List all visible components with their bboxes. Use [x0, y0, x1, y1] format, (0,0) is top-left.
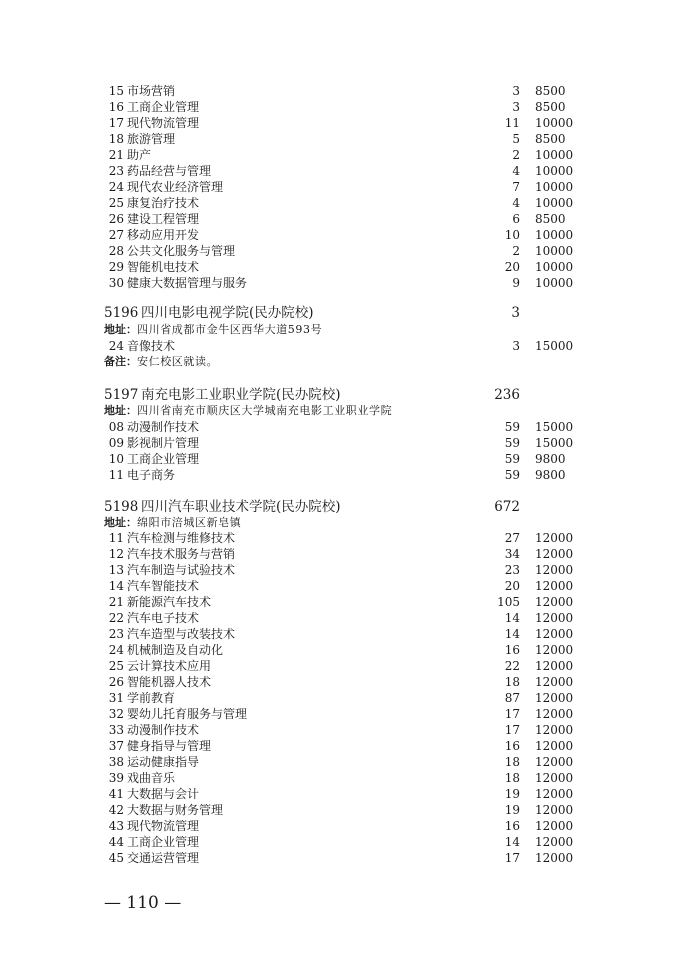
major-row — [0, 786, 680, 802]
major-name: 云计算技术应用 — [127, 659, 212, 673]
address-label: 地址： — [104, 323, 137, 336]
major-code: 25 — [108, 659, 124, 673]
major-code: 18 — [108, 132, 124, 146]
enrollment-count: 9 — [512, 276, 520, 290]
major-code: 21 — [108, 148, 124, 162]
major-code: 45 — [108, 851, 124, 865]
major-row — [0, 115, 680, 131]
school-header-5198 — [0, 498, 680, 516]
school-header-5196 — [0, 304, 680, 322]
tuition-fee: 12000 — [535, 723, 574, 737]
school-total: 672 — [494, 499, 520, 515]
major-code: 44 — [108, 835, 124, 849]
major-row — [0, 195, 680, 211]
major-name: 电子商务 — [127, 468, 176, 482]
major-row — [0, 642, 680, 658]
major-name: 动漫制作技术 — [127, 420, 200, 434]
enrollment-count: 14 — [504, 835, 520, 849]
major-row — [0, 594, 680, 610]
school-name: 四川电影电视学院(民办院校) — [141, 305, 314, 321]
major-code: 30 — [108, 276, 124, 290]
major-code: 09 — [108, 436, 124, 450]
major-name: 戏曲音乐 — [127, 771, 176, 785]
major-name: 动漫制作技术 — [127, 723, 200, 737]
enrollment-count: 16 — [504, 643, 520, 657]
major-code: 39 — [108, 771, 124, 785]
major-name: 音像技术 — [127, 339, 176, 353]
major-code: 31 — [108, 691, 124, 705]
major-code: 42 — [108, 803, 124, 817]
major-name: 大数据与财务管理 — [127, 803, 224, 817]
major-code: 14 — [108, 579, 124, 593]
tuition-fee: 12000 — [535, 531, 574, 545]
tuition-fee: 9800 — [535, 468, 566, 482]
enrollment-count: 87 — [504, 691, 520, 705]
tuition-fee: 12000 — [535, 755, 574, 769]
major-row — [0, 610, 680, 626]
major-code: 26 — [108, 675, 124, 689]
school-address-5196 — [104, 322, 322, 337]
major-name: 市场营销 — [127, 84, 176, 98]
tuition-fee: 12000 — [535, 739, 574, 753]
school-code: 5197 — [104, 387, 139, 403]
major-code: 13 — [108, 563, 124, 577]
major-code: 11 — [108, 531, 124, 545]
major-row — [0, 754, 680, 770]
enrollment-count: 34 — [504, 547, 520, 561]
tuition-fee: 12000 — [535, 547, 574, 561]
major-code: 25 — [108, 196, 124, 210]
enrollment-count: 59 — [504, 468, 520, 482]
major-name: 大数据与会计 — [127, 787, 200, 801]
school-name: 四川汽车职业技术学院(民办院校) — [141, 499, 341, 515]
major-name: 智能机器人技术 — [127, 675, 212, 689]
address-text: 四川省成都市金牛区西华大道593号 — [137, 323, 323, 336]
enrollment-count: 59 — [504, 420, 520, 434]
enrollment-count: 3 — [512, 100, 520, 114]
address-text: 四川省南充市顺庆区大学城南充电影工业职业学院 — [137, 404, 393, 417]
major-row — [0, 770, 680, 786]
enrollment-count: 19 — [504, 787, 520, 801]
tuition-fee: 12000 — [535, 675, 574, 689]
major-row — [0, 179, 680, 195]
tuition-fee: 12000 — [535, 771, 574, 785]
tuition-fee: 12000 — [535, 787, 574, 801]
major-name: 工商企业管理 — [127, 100, 200, 114]
enrollment-count: 4 — [512, 196, 520, 210]
major-code: 24 — [108, 180, 124, 194]
major-code: 32 — [108, 707, 124, 721]
major-row — [0, 419, 680, 435]
enrollment-count: 10 — [504, 228, 520, 242]
tuition-fee: 12000 — [535, 819, 574, 833]
enrollment-count: 20 — [504, 260, 520, 274]
tuition-fee: 10000 — [535, 260, 574, 274]
major-name: 健康大数据管理与服务 — [127, 276, 248, 290]
major-code: 29 — [108, 260, 124, 274]
tuition-fee: 10000 — [535, 180, 574, 194]
enrollment-count: 59 — [504, 452, 520, 466]
school-total: 3 — [511, 305, 520, 321]
major-row — [0, 690, 680, 706]
major-row — [0, 211, 680, 227]
major-row — [0, 626, 680, 642]
tuition-fee: 12000 — [535, 659, 574, 673]
major-code: 24 — [108, 643, 124, 657]
tuition-fee: 8500 — [535, 132, 566, 146]
major-name: 智能机电技术 — [127, 260, 200, 274]
major-name: 健身指导与管理 — [127, 739, 212, 753]
major-code: 21 — [108, 595, 124, 609]
enrollment-count: 2 — [512, 148, 520, 162]
major-name: 建设工程管理 — [127, 212, 200, 226]
tuition-fee: 10000 — [535, 148, 574, 162]
major-name: 工商企业管理 — [127, 452, 200, 466]
enrollment-count: 18 — [504, 675, 520, 689]
tuition-fee: 8500 — [535, 212, 566, 226]
major-row — [0, 467, 680, 483]
enrollment-count: 4 — [512, 164, 520, 178]
major-code: 26 — [108, 212, 124, 226]
address-text: 绵阳市涪城区新皂镇 — [137, 516, 242, 529]
major-code: 16 — [108, 100, 124, 114]
tuition-fee: 15000 — [535, 339, 574, 353]
major-row — [0, 451, 680, 467]
note-text: 安仁校区就读。 — [137, 355, 219, 368]
enrollment-count: 14 — [504, 611, 520, 625]
major-code: 41 — [108, 787, 124, 801]
tuition-fee: 10000 — [535, 244, 574, 258]
major-name: 康复治疗技术 — [127, 196, 200, 210]
major-name: 汽车造型与改装技术 — [127, 627, 236, 641]
tuition-fee: 15000 — [535, 420, 574, 434]
tuition-fee: 12000 — [535, 563, 574, 577]
major-row — [0, 83, 680, 99]
major-row — [0, 243, 680, 259]
major-name: 汽车电子技术 — [127, 611, 200, 625]
enrollment-count: 23 — [504, 563, 520, 577]
major-code: 23 — [108, 627, 124, 641]
school-address-5198 — [104, 515, 241, 530]
major-name: 运动健康指导 — [127, 755, 200, 769]
major-row — [0, 227, 680, 243]
major-row — [0, 802, 680, 818]
major-name: 婴幼儿托育服务与管理 — [127, 707, 248, 721]
enrollment-count: 17 — [504, 723, 520, 737]
enrollment-count: 11 — [504, 116, 520, 130]
enrollment-count: 18 — [504, 771, 520, 785]
major-row — [0, 275, 680, 291]
major-row — [0, 834, 680, 850]
page-number: — 110 — — [104, 893, 182, 913]
major-code: 43 — [108, 819, 124, 833]
tuition-fee: 12000 — [535, 691, 574, 705]
major-row — [0, 259, 680, 275]
enrollment-count: 3 — [512, 339, 520, 353]
school-header-5197 — [0, 386, 680, 404]
enrollment-count: 16 — [504, 739, 520, 753]
major-row — [0, 850, 680, 866]
tuition-fee: 12000 — [535, 579, 574, 593]
enrollment-count: 17 — [504, 707, 520, 721]
major-name: 现代农业经济管理 — [127, 180, 224, 194]
tuition-fee: 12000 — [535, 803, 574, 817]
major-row — [0, 338, 680, 354]
tuition-fee: 12000 — [535, 595, 574, 609]
major-name: 工商企业管理 — [127, 835, 200, 849]
major-code: 17 — [108, 116, 124, 130]
tuition-fee: 10000 — [535, 116, 574, 130]
address-label: 地址： — [104, 516, 137, 529]
major-name: 汽车检测与维修技术 — [127, 531, 236, 545]
school-code: 5198 — [104, 499, 139, 515]
enrollment-count: 27 — [504, 531, 520, 545]
tuition-fee: 10000 — [535, 164, 574, 178]
major-row — [0, 546, 680, 562]
major-code: 37 — [108, 739, 124, 753]
major-code: 33 — [108, 723, 124, 737]
major-row — [0, 99, 680, 115]
enrollment-count: 17 — [504, 851, 520, 865]
major-name: 机械制造及自动化 — [127, 643, 224, 657]
major-row — [0, 578, 680, 594]
major-name: 移动应用开发 — [127, 228, 200, 242]
school-code: 5196 — [104, 305, 139, 321]
major-name: 影视制片管理 — [127, 436, 200, 450]
enrollment-count: 2 — [512, 244, 520, 258]
major-code: 27 — [108, 228, 124, 242]
major-row — [0, 131, 680, 147]
major-row — [0, 562, 680, 578]
major-code: 24 — [108, 339, 124, 353]
major-row — [0, 706, 680, 722]
major-name: 交通运营管理 — [127, 851, 200, 865]
major-name: 新能源汽车技术 — [127, 595, 212, 609]
enrollment-count: 18 — [504, 755, 520, 769]
enrollment-count: 3 — [512, 84, 520, 98]
major-code: 22 — [108, 611, 124, 625]
major-name: 助产 — [127, 148, 152, 162]
major-code: 38 — [108, 755, 124, 769]
enrollment-count: 19 — [504, 803, 520, 817]
major-row — [0, 674, 680, 690]
school-note-5196 — [104, 354, 218, 369]
tuition-fee: 8500 — [535, 84, 566, 98]
major-name: 公共文化服务与管理 — [127, 244, 236, 258]
enrollment-count: 6 — [512, 212, 520, 226]
enrollment-count: 7 — [512, 180, 520, 194]
major-name: 药品经营与管理 — [127, 164, 212, 178]
major-row — [0, 722, 680, 738]
tuition-fee: 9800 — [535, 452, 566, 466]
major-name: 现代物流管理 — [127, 819, 200, 833]
major-code: 12 — [108, 547, 124, 561]
major-code: 23 — [108, 164, 124, 178]
major-code: 15 — [108, 84, 124, 98]
tuition-fee: 12000 — [535, 835, 574, 849]
major-row — [0, 738, 680, 754]
tuition-fee: 12000 — [535, 611, 574, 625]
tuition-fee: 10000 — [535, 276, 574, 290]
major-row — [0, 658, 680, 674]
major-row — [0, 147, 680, 163]
major-name: 汽车制造与试验技术 — [127, 563, 236, 577]
enrollment-count: 14 — [504, 627, 520, 641]
tuition-fee: 8500 — [535, 100, 566, 114]
tuition-fee: 12000 — [535, 707, 574, 721]
major-code: 10 — [108, 452, 124, 466]
enrollment-count: 16 — [504, 819, 520, 833]
major-name: 旅游管理 — [127, 132, 176, 146]
tuition-fee: 15000 — [535, 436, 574, 450]
major-name: 汽车智能技术 — [127, 579, 200, 593]
tuition-fee: 12000 — [535, 851, 574, 865]
enrollment-count: 105 — [497, 595, 520, 609]
note-label: 备注： — [104, 355, 137, 368]
tuition-fee: 10000 — [535, 196, 574, 210]
school-address-5197 — [104, 403, 392, 418]
address-label: 地址： — [104, 404, 137, 417]
major-row — [0, 163, 680, 179]
major-code: 28 — [108, 244, 124, 258]
major-code: 08 — [108, 420, 124, 434]
school-name: 南充电影工业职业学院(民办院校) — [141, 387, 341, 403]
major-name: 汽车技术服务与营销 — [127, 547, 236, 561]
major-row — [0, 530, 680, 546]
school-total: 236 — [494, 387, 520, 403]
major-row — [0, 435, 680, 451]
enrollment-count: 59 — [504, 436, 520, 450]
enrollment-count: 22 — [504, 659, 520, 673]
major-name: 现代物流管理 — [127, 116, 200, 130]
enrollment-count: 20 — [504, 579, 520, 593]
major-row — [0, 818, 680, 834]
tuition-fee: 12000 — [535, 627, 574, 641]
major-code: 11 — [108, 468, 124, 482]
tuition-fee: 10000 — [535, 228, 574, 242]
enrollment-count: 5 — [512, 132, 520, 146]
major-name: 学前教育 — [127, 691, 176, 705]
tuition-fee: 12000 — [535, 643, 574, 657]
